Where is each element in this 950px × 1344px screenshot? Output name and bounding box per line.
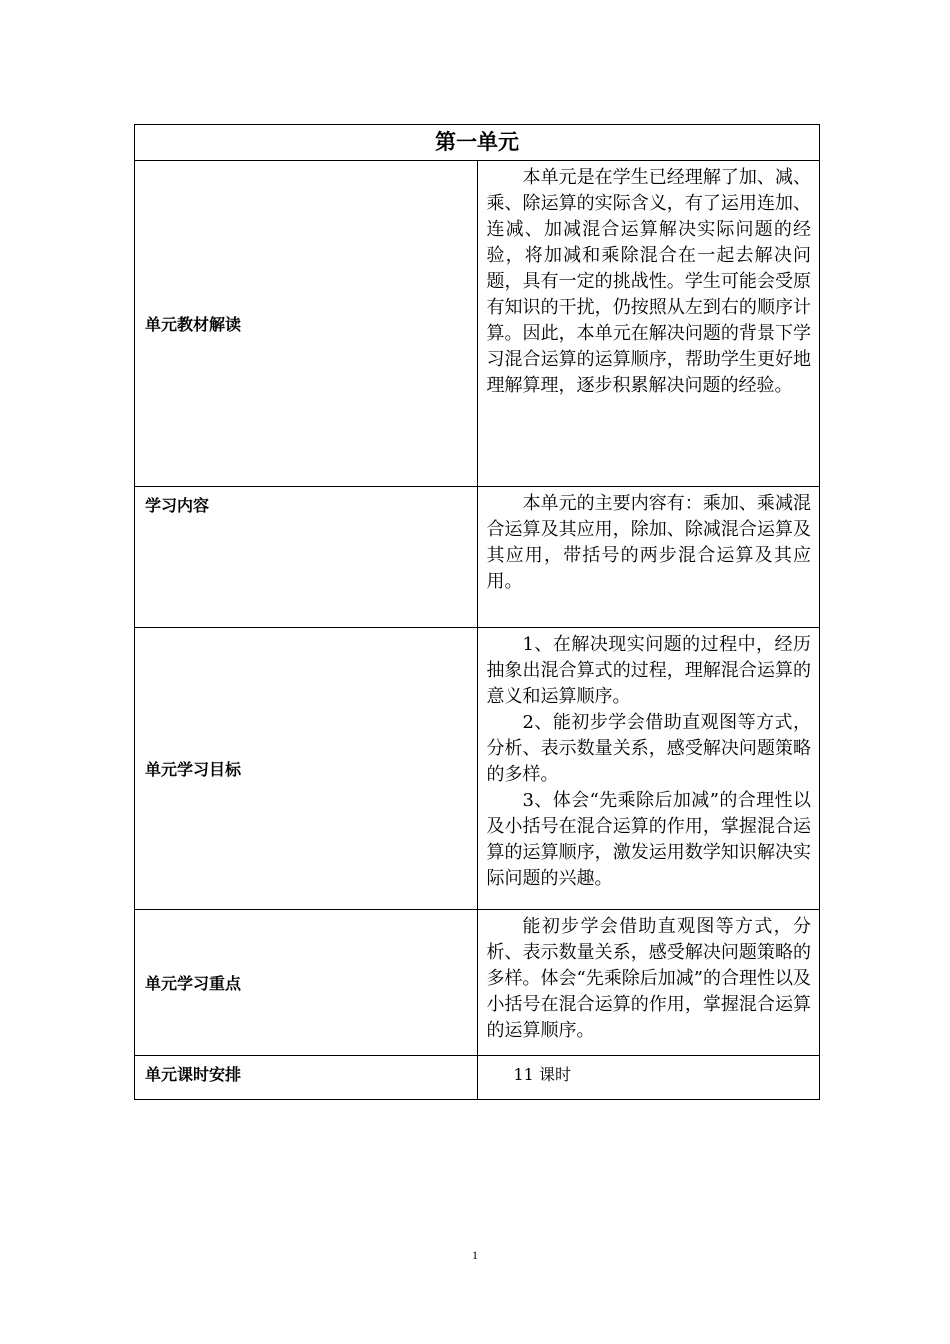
table-row: [135, 161, 820, 487]
page-number: 1: [472, 1248, 478, 1262]
table-title-row: [135, 125, 820, 161]
row-label-schedule: 单元课时安排: [135, 1056, 478, 1100]
content-paragraph: 能初步学会借助直观图等方式，分析、表示数量关系，感受解决问题策略的多样。体会“先乘除后加减”的合理性以及小括号在混合运算的作用，掌握混合运算的运算顺序。: [486, 916, 811, 1041]
row-content-schedule: 11 课时: [477, 1056, 820, 1100]
table-title: 第一单元: [135, 125, 820, 161]
content-paragraph: 2、能初步学会借助直观图等方式，分析、表示数量关系，感受解决问题策略的多样。: [486, 712, 811, 785]
row-label-key-points: 单元学习重点: [135, 910, 478, 1056]
row-content-textbook-interpretation: [477, 161, 820, 487]
table-row: [135, 910, 820, 1056]
content-paragraph: 1、在解决现实问题的过程中，经历抽象出混合算式的过程，理解混合运算的意义和运算顺序。: [486, 634, 811, 707]
row-label-learning-content: 学习内容: [135, 487, 478, 628]
row-content-learning-goals: [477, 628, 820, 910]
content-paragraph: 3、体会“先乘除后加减”的合理性以及小括号在混合运算的作用，掌握混合运算的运算顺序，激发运用数学知识解决实际问题的兴趣。: [486, 790, 811, 889]
row-content-learning-content: [477, 487, 820, 628]
table-row: [135, 628, 820, 910]
row-label-learning-goals: 单元学习目标: [135, 628, 478, 910]
content-paragraph: 本单元是在学生已经理解了加、减、乘、除运算的实际含义，有了运用连加、连减、加减混合运算解决实际问题的经验，将加减和乘除混合在一起去解决问题，具有一定的挑战性。学生可能会受原有知识的干扰，仍按照从左到右的顺序计算。因此，本单元在解决问题的背景下学习混合运算的运算顺序，帮助学生更好地理解算理，逐步积累解决问题的经验。: [486, 167, 811, 396]
content-paragraph: 本单元的主要内容有：乘加、乘减混合运算及其应用，除加、除减混合运算及其应用，带括号的两步混合运算及其应用。: [486, 493, 811, 592]
row-label-textbook-interpretation: 单元教材解读: [135, 161, 478, 487]
table-row: [135, 1056, 820, 1100]
row-content-key-points: [477, 910, 820, 1056]
unit-plan-table: [134, 124, 820, 1100]
table-row: [135, 487, 820, 628]
